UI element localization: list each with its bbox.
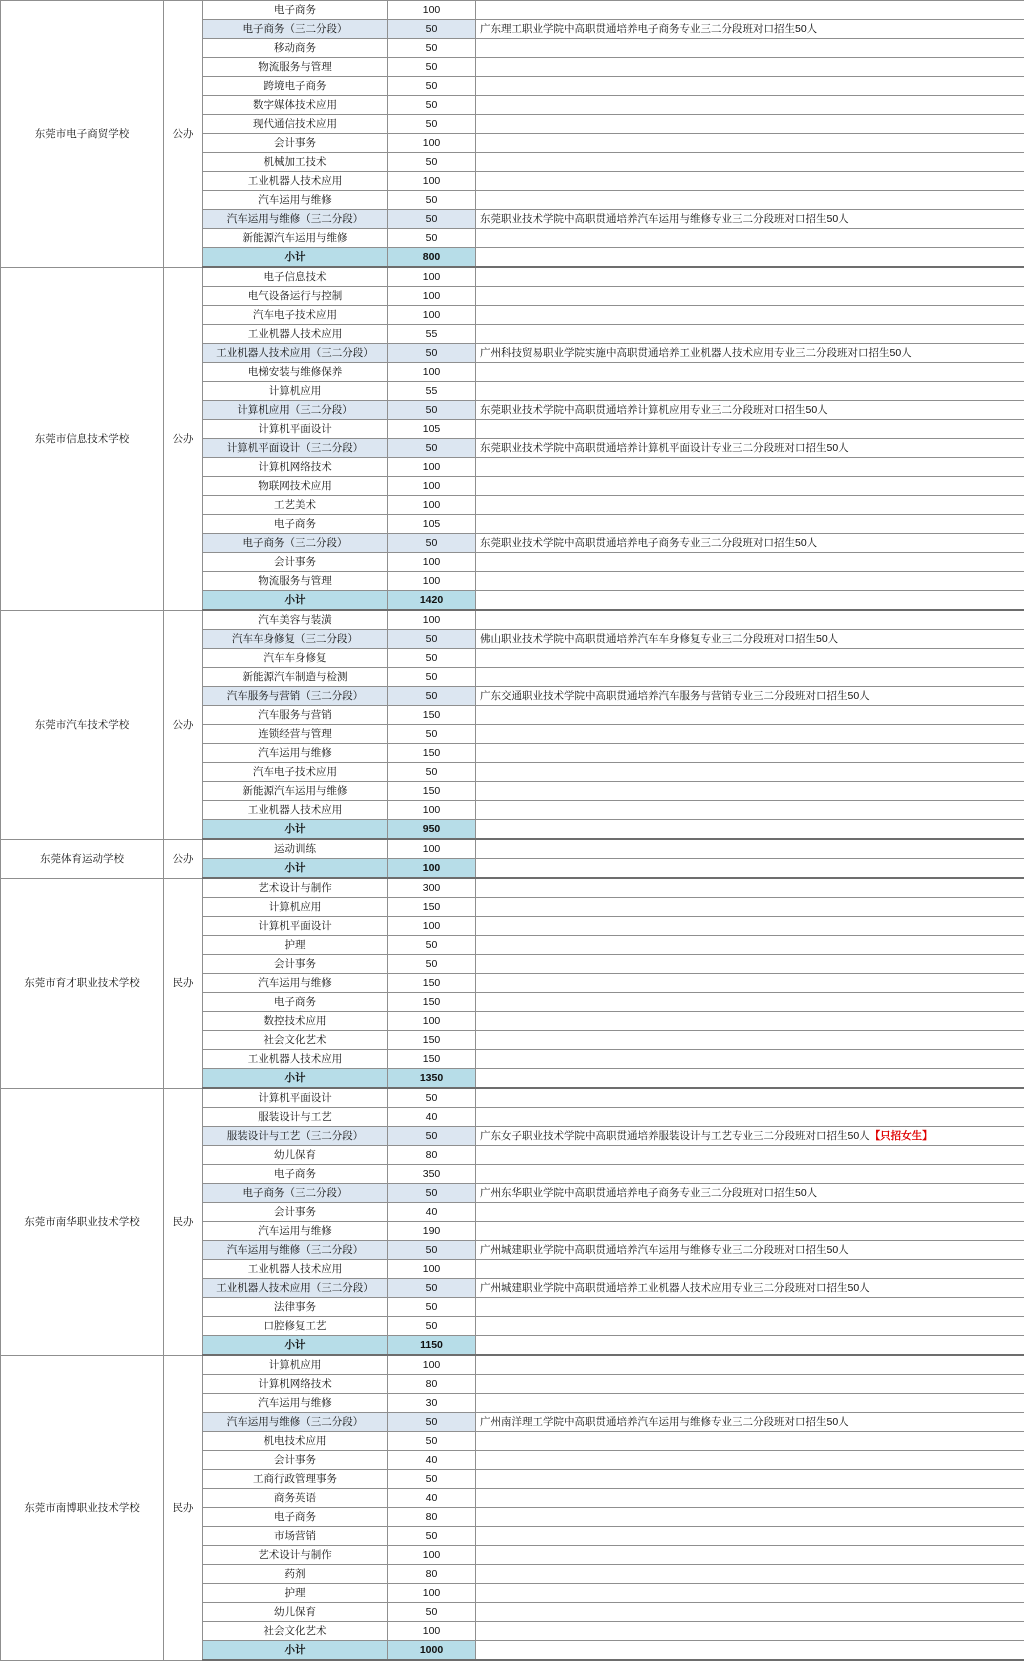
school-type: 公办: [164, 267, 203, 610]
enrollment-count: 150: [388, 974, 476, 993]
major-name: 服装设计与工艺: [203, 1108, 388, 1127]
major-name: 汽车运用与维修: [203, 744, 388, 763]
remark-cell: [476, 782, 1024, 801]
enrollment-count: 80: [388, 1146, 476, 1165]
remark-cell: [476, 1584, 1024, 1603]
remark-cell: [476, 1489, 1024, 1508]
major-name: 汽车运用与维修: [203, 1222, 388, 1241]
enrollment-count: 100: [388, 839, 476, 859]
enrollment-count: 50: [388, 1298, 476, 1317]
major-name: 汽车美容与装潢: [203, 610, 388, 630]
major-name: 幼儿保育: [203, 1603, 388, 1622]
major-name: 计算机平面设计（三二分段）: [203, 439, 388, 458]
remark-cell: [476, 382, 1024, 401]
enrollment-count: 50: [388, 77, 476, 96]
remark-cell: [476, 1241, 1024, 1260]
major-name: 汽车电子技术应用: [203, 306, 388, 325]
remark-cell: [476, 1375, 1024, 1394]
enrollment-count: 150: [388, 993, 476, 1012]
enrollment-count: 100: [388, 917, 476, 936]
remark-cell: [476, 1279, 1024, 1298]
enrollment-count: 80: [388, 1565, 476, 1584]
remark-cell: [476, 1394, 1024, 1413]
enrollment-count: 50: [388, 39, 476, 58]
subtotal-value: 1420: [388, 591, 476, 611]
major-name: 新能源汽车运用与维修: [203, 229, 388, 248]
enrollment-count: 50: [388, 1127, 476, 1146]
major-name: 汽车运用与维修（三二分段）: [203, 1413, 388, 1432]
remark-cell: [476, 287, 1024, 306]
remark-text: 广州东华职业学院中高职贯通培养电子商务专业三二分段班对口招生50人: [480, 1187, 818, 1199]
major-name: 机电技术应用: [203, 1432, 388, 1451]
enrollment-count: 50: [388, 1413, 476, 1432]
remark-cell: [476, 496, 1024, 515]
remark-cell: [476, 572, 1024, 591]
remark-cell: [476, 458, 1024, 477]
major-name: 护理: [203, 1584, 388, 1603]
major-name: 电子商务: [203, 515, 388, 534]
table-body: [1, 1, 1024, 1661]
major-name: 连锁经营与管理: [203, 725, 388, 744]
major-name: 移动商务: [203, 39, 388, 58]
enrollment-count: 50: [388, 439, 476, 458]
remark-text: 东莞职业技术学院中高职贯通培养计算机平面设计专业三二分段班对口招生50人: [480, 442, 849, 454]
major-name: 现代通信技术应用: [203, 115, 388, 134]
school-name: 东莞市南华职业技术学校: [1, 1088, 164, 1355]
table-row: [1, 878, 1024, 898]
major-name: 运动训练: [203, 839, 388, 859]
enrollment-count: 55: [388, 325, 476, 344]
remark-cell: [476, 1413, 1024, 1432]
table-row: [1, 839, 1024, 859]
remark-cell: [476, 801, 1024, 820]
subtotal-remark: [476, 1069, 1024, 1089]
enrollment-count: 50: [388, 20, 476, 39]
major-name: 电梯安装与维修保养: [203, 363, 388, 382]
enrollment-count: 40: [388, 1203, 476, 1222]
enrollment-count: 150: [388, 706, 476, 725]
enrollment-count: 50: [388, 96, 476, 115]
enrollment-count: 190: [388, 1222, 476, 1241]
enrollment-count: 100: [388, 458, 476, 477]
remark-cell: [476, 134, 1024, 153]
school-name: 东莞体育运动学校: [1, 839, 164, 878]
remark-cell: [476, 878, 1024, 898]
enrollment-count: 105: [388, 420, 476, 439]
major-name: 工业机器人技术应用: [203, 172, 388, 191]
remark-text: 东莞职业技术学院中高职贯通培养电子商务专业三二分段班对口招生50人: [480, 537, 818, 549]
enrollment-count: 100: [388, 801, 476, 820]
remark-cell: [476, 1127, 1024, 1146]
enrollment-count: 100: [388, 1012, 476, 1031]
major-name: 幼儿保育: [203, 1146, 388, 1165]
major-name: 工业机器人技术应用（三二分段）: [203, 1279, 388, 1298]
major-name: 计算机应用: [203, 1355, 388, 1375]
remark-cell: [476, 1184, 1024, 1203]
enrollment-count: 100: [388, 496, 476, 515]
remark-text: 广东理工职业学院中高职贯通培养电子商务专业三二分段班对口招生50人: [480, 23, 818, 35]
enrollment-count: 50: [388, 1470, 476, 1489]
major-name: 汽车运用与维修: [203, 1394, 388, 1413]
remark-cell: [476, 1546, 1024, 1565]
major-name: 工业机器人技术应用（三二分段）: [203, 344, 388, 363]
remark-cell: [476, 210, 1024, 229]
remark-text: 广州科技贸易职业学院实施中高职贯通培养工业机器人技术应用专业三二分段班对口招生50人: [480, 347, 912, 359]
subtotal-label: 小计: [203, 1069, 388, 1089]
major-name: 计算机网络技术: [203, 1375, 388, 1394]
remark-cell: [476, 77, 1024, 96]
remark-cell: [476, 439, 1024, 458]
subtotal-remark: [476, 1336, 1024, 1356]
enrollment-count: 50: [388, 229, 476, 248]
subtotal-value: 1350: [388, 1069, 476, 1089]
subtotal-label: 小计: [203, 1641, 388, 1661]
enrollment-count: 100: [388, 172, 476, 191]
major-name: 计算机平面设计: [203, 420, 388, 439]
remark-cell: [476, 20, 1024, 39]
major-name: 新能源汽车运用与维修: [203, 782, 388, 801]
remark-cell: [476, 936, 1024, 955]
remark-text: 广东女子职业技术学院中高职贯通培养服装设计与工艺专业三二分段班对口招生50人: [480, 1130, 870, 1142]
major-name: 计算机应用（三二分段）: [203, 401, 388, 420]
major-name: 汽车服务与营销（三二分段）: [203, 687, 388, 706]
major-name: 会计事务: [203, 134, 388, 153]
enrollment-count: 50: [388, 1603, 476, 1622]
remark-cell: [476, 974, 1024, 993]
major-name: 汽车车身修复（三二分段）: [203, 630, 388, 649]
enrollment-count: 50: [388, 687, 476, 706]
enrollment-count: 50: [388, 344, 476, 363]
enrollment-count: 100: [388, 572, 476, 591]
major-name: 汽车电子技术应用: [203, 763, 388, 782]
subtotal-value: 800: [388, 248, 476, 268]
enrollment-count: 100: [388, 267, 476, 287]
remark-cell: [476, 1565, 1024, 1584]
remark-cell: [476, 477, 1024, 496]
major-name: 电气设备运行与控制: [203, 287, 388, 306]
major-name: 法律事务: [203, 1298, 388, 1317]
remark-cell: [476, 993, 1024, 1012]
remark-cell: [476, 1451, 1024, 1470]
enrollment-count: 100: [388, 1584, 476, 1603]
school-name: 东莞市南博职业技术学校: [1, 1355, 164, 1660]
major-name: 工业机器人技术应用: [203, 1050, 388, 1069]
table-row: [1, 1355, 1024, 1375]
remark-cell: [476, 96, 1024, 115]
remark-cell: [476, 687, 1024, 706]
major-name: 汽车运用与维修（三二分段）: [203, 1241, 388, 1260]
enrollment-count: 80: [388, 1375, 476, 1394]
remark-cell: [476, 534, 1024, 553]
major-name: 电子商务: [203, 1508, 388, 1527]
remark-cell: [476, 1470, 1024, 1489]
school-name: 东莞市信息技术学校: [1, 267, 164, 610]
remark-cell: [476, 744, 1024, 763]
enrollment-count: 50: [388, 1432, 476, 1451]
enrollment-count: 100: [388, 1355, 476, 1375]
table-row: [1, 1, 1024, 20]
major-name: 电子商务: [203, 1, 388, 20]
enrollment-count: 50: [388, 955, 476, 974]
enrollment-count: 50: [388, 1279, 476, 1298]
major-name: 电子商务: [203, 1165, 388, 1184]
remark-cell: [476, 229, 1024, 248]
remark-cell: [476, 630, 1024, 649]
remark-text: 广州南洋理工学院中高职贯通培养汽车运用与维修专业三二分段班对口招生50人: [480, 1416, 849, 1428]
enrollment-count: 50: [388, 725, 476, 744]
major-name: 会计事务: [203, 955, 388, 974]
major-name: 口腔修复工艺: [203, 1317, 388, 1336]
school-type: 民办: [164, 1355, 203, 1660]
remark-cell: [476, 898, 1024, 917]
remark-cell: [476, 725, 1024, 744]
subtotal-label: 小计: [203, 1336, 388, 1356]
remark-cell: [476, 1, 1024, 20]
major-name: 数字媒体技术应用: [203, 96, 388, 115]
remark-cell: [476, 1108, 1024, 1127]
remark-text: 东莞职业技术学院中高职贯通培养汽车运用与维修专业三二分段班对口招生50人: [480, 213, 849, 225]
enrollment-count: 50: [388, 210, 476, 229]
subtotal-remark: [476, 820, 1024, 840]
remark-cell: [476, 153, 1024, 172]
major-name: 会计事务: [203, 1203, 388, 1222]
major-name: 护理: [203, 936, 388, 955]
school-name: 东莞市育才职业技术学校: [1, 878, 164, 1088]
enrollment-count: 100: [388, 553, 476, 572]
remark-text: 佛山职业技术学院中高职贯通培养汽车车身修复专业三二分段班对口招生50人: [480, 633, 839, 645]
major-name: 社会文化艺术: [203, 1622, 388, 1641]
enrollment-count: 30: [388, 1394, 476, 1413]
major-name: 数控技术应用: [203, 1012, 388, 1031]
remark-cell: [476, 191, 1024, 210]
remark-cell: [476, 1165, 1024, 1184]
school-type: 民办: [164, 1088, 203, 1355]
enrollment-count: 50: [388, 1184, 476, 1203]
major-name: 社会文化艺术: [203, 1031, 388, 1050]
major-name: 会计事务: [203, 553, 388, 572]
remark-cell: [476, 306, 1024, 325]
major-name: 物联网技术应用: [203, 477, 388, 496]
major-name: 汽车运用与维修: [203, 191, 388, 210]
major-name: 工艺美术: [203, 496, 388, 515]
remark-text: 广州城建职业学院中高职贯通培养工业机器人技术应用专业三二分段班对口招生50人: [480, 1282, 870, 1294]
enrollment-count: 50: [388, 153, 476, 172]
enrollment-count: 100: [388, 363, 476, 382]
remark-cell: [476, 1508, 1024, 1527]
remark-cell: [476, 1146, 1024, 1165]
major-name: 机械加工技术: [203, 153, 388, 172]
major-name: 计算机平面设计: [203, 1088, 388, 1108]
enrollment-count: 100: [388, 1546, 476, 1565]
subtotal-value: 1150: [388, 1336, 476, 1356]
major-name: 计算机网络技术: [203, 458, 388, 477]
remark-cell: [476, 763, 1024, 782]
enrollment-count: 50: [388, 1317, 476, 1336]
major-name: 汽车运用与维修: [203, 974, 388, 993]
major-name: 电子信息技术: [203, 267, 388, 287]
remark-warning: 【只招女生】: [869, 1130, 933, 1142]
enrollment-count: 50: [388, 191, 476, 210]
remark-cell: [476, 1527, 1024, 1546]
subtotal-label: 小计: [203, 859, 388, 879]
major-name: 商务英语: [203, 1489, 388, 1508]
enrollment-count: 50: [388, 649, 476, 668]
enrollment-count: 100: [388, 477, 476, 496]
remark-cell: [476, 917, 1024, 936]
remark-text: 广东交通职业技术学院中高职贯通培养汽车服务与营销专业三二分段班对口招生50人: [480, 690, 870, 702]
subtotal-remark: [476, 591, 1024, 611]
remark-cell: [476, 420, 1024, 439]
remark-cell: [476, 955, 1024, 974]
subtotal-remark: [476, 1641, 1024, 1661]
subtotal-value: 1000: [388, 1641, 476, 1661]
major-name: 新能源汽车制造与检测: [203, 668, 388, 687]
major-name: 电子商务（三二分段）: [203, 534, 388, 553]
subtotal-remark: [476, 859, 1024, 879]
remark-cell: [476, 1203, 1024, 1222]
school-name: 东莞市汽车技术学校: [1, 610, 164, 839]
major-name: 汽车服务与营销: [203, 706, 388, 725]
remark-cell: [476, 1298, 1024, 1317]
enrollment-count: 50: [388, 401, 476, 420]
school-name: 东莞市电子商贸学校: [1, 1, 164, 268]
major-name: 物流服务与管理: [203, 58, 388, 77]
enrollment-count: 50: [388, 115, 476, 134]
major-name: 市场营销: [203, 1527, 388, 1546]
subtotal-label: 小计: [203, 248, 388, 268]
enrollment-count: 150: [388, 782, 476, 801]
major-name: 艺术设计与制作: [203, 878, 388, 898]
enrollment-count: 40: [388, 1108, 476, 1127]
enrollment-count: 150: [388, 1050, 476, 1069]
remark-cell: [476, 115, 1024, 134]
enrollment-count: 50: [388, 58, 476, 77]
enrollment-count: 40: [388, 1451, 476, 1470]
subtotal-remark: [476, 248, 1024, 268]
remark-cell: [476, 1603, 1024, 1622]
table-row: [1, 1088, 1024, 1108]
remark-text: 东莞职业技术学院中高职贯通培养计算机应用专业三二分段班对口招生50人: [480, 404, 828, 416]
major-name: 药剂: [203, 1565, 388, 1584]
enrollment-count: 55: [388, 382, 476, 401]
major-name: 物流服务与管理: [203, 572, 388, 591]
remark-cell: [476, 1260, 1024, 1279]
major-name: 计算机平面设计: [203, 917, 388, 936]
remark-cell: [476, 649, 1024, 668]
major-name: 艺术设计与制作: [203, 1546, 388, 1565]
remark-cell: [476, 39, 1024, 58]
enrollment-count: 350: [388, 1165, 476, 1184]
major-name: 汽车运用与维修（三二分段）: [203, 210, 388, 229]
enrollment-count: 50: [388, 630, 476, 649]
major-name: 服装设计与工艺（三二分段）: [203, 1127, 388, 1146]
enrollment-count: 50: [388, 1527, 476, 1546]
remark-cell: [476, 344, 1024, 363]
remark-cell: [476, 1622, 1024, 1641]
enrollment-count: 80: [388, 1508, 476, 1527]
enrollment-count: 150: [388, 898, 476, 917]
enrollment-count: 40: [388, 1489, 476, 1508]
subtotal-value: 100: [388, 859, 476, 879]
enrollment-count: 100: [388, 1260, 476, 1279]
subtotal-label: 小计: [203, 591, 388, 611]
remark-cell: [476, 1432, 1024, 1451]
remark-cell: [476, 706, 1024, 725]
major-name: 汽车车身修复: [203, 649, 388, 668]
table-row: [1, 610, 1024, 630]
major-name: 跨境电子商务: [203, 77, 388, 96]
enrollment-count: 50: [388, 668, 476, 687]
remark-cell: [476, 1031, 1024, 1050]
enrollment-count: 100: [388, 1, 476, 20]
enrollment-count: 100: [388, 287, 476, 306]
enrollment-count: 100: [388, 610, 476, 630]
major-name: 电子商务: [203, 993, 388, 1012]
enrollment-count: 300: [388, 878, 476, 898]
major-name: 电子商务（三二分段）: [203, 20, 388, 39]
school-type: 民办: [164, 878, 203, 1088]
remark-cell: [476, 1050, 1024, 1069]
enrollment-count: 150: [388, 1031, 476, 1050]
enrollment-count: 105: [388, 515, 476, 534]
remark-cell: [476, 401, 1024, 420]
school-type: 公办: [164, 610, 203, 839]
remark-cell: [476, 515, 1024, 534]
remark-cell: [476, 553, 1024, 572]
major-name: 工商行政管理事务: [203, 1470, 388, 1489]
remark-cell: [476, 1222, 1024, 1241]
subtotal-label: 小计: [203, 820, 388, 840]
remark-cell: [476, 363, 1024, 382]
enrollment-count: 50: [388, 1088, 476, 1108]
major-name: 计算机应用: [203, 382, 388, 401]
remark-cell: [476, 610, 1024, 630]
remark-cell: [476, 1088, 1024, 1108]
enrollment-count: 50: [388, 534, 476, 553]
major-name: 计算机应用: [203, 898, 388, 917]
remark-cell: [476, 172, 1024, 191]
remark-cell: [476, 668, 1024, 687]
remark-cell: [476, 1317, 1024, 1336]
table-row: [1, 267, 1024, 287]
remark-cell: [476, 1012, 1024, 1031]
remark-cell: [476, 325, 1024, 344]
school-type: 公办: [164, 1, 203, 268]
subtotal-value: 950: [388, 820, 476, 840]
enrollment-count: 50: [388, 763, 476, 782]
remark-cell: [476, 267, 1024, 287]
major-name: 工业机器人技术应用: [203, 325, 388, 344]
enrollment-count: 150: [388, 744, 476, 763]
enrollment-count: 100: [388, 1622, 476, 1641]
major-name: 电子商务（三二分段）: [203, 1184, 388, 1203]
major-name: 会计事务: [203, 1451, 388, 1470]
major-name: 工业机器人技术应用: [203, 801, 388, 820]
enrollment-count: 50: [388, 936, 476, 955]
enrollment-count: 50: [388, 1241, 476, 1260]
remark-cell: [476, 1355, 1024, 1375]
school-type: 公办: [164, 839, 203, 878]
major-name: 工业机器人技术应用: [203, 1260, 388, 1279]
enrollment-count: 100: [388, 306, 476, 325]
remark-cell: [476, 58, 1024, 77]
remark-cell: [476, 839, 1024, 859]
enrollment-count: 100: [388, 134, 476, 153]
remark-text: 广州城建职业学院中高职贯通培养汽车运用与维修专业三二分段班对口招生50人: [480, 1244, 849, 1256]
